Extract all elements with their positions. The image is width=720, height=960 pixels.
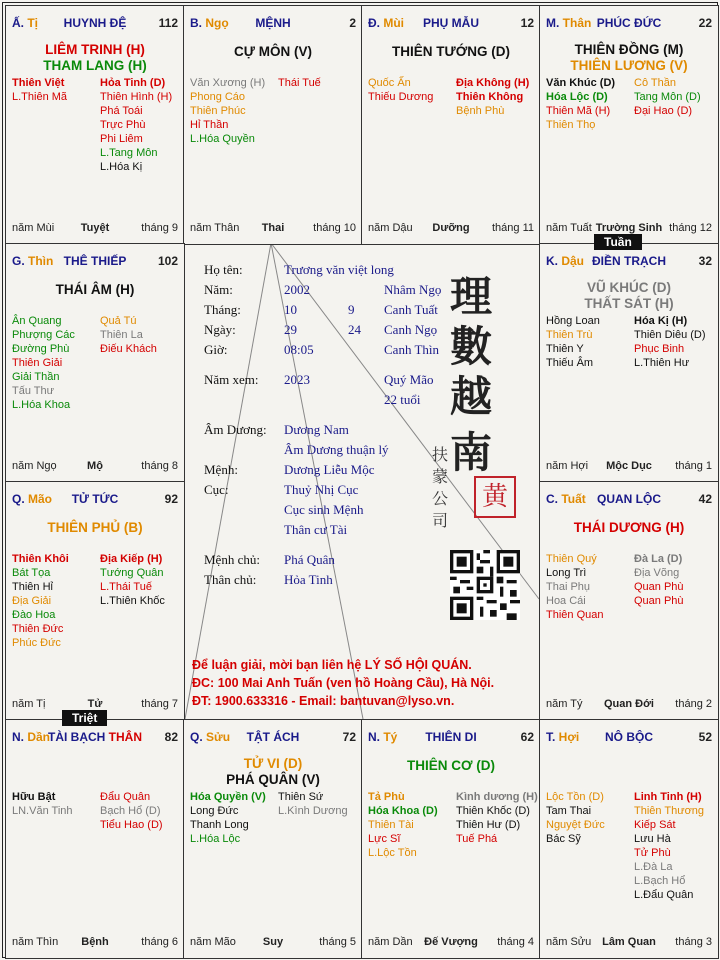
minor-star: L.Tang Môn — [100, 147, 158, 159]
calligraphy-char-4: 南 — [450, 428, 493, 477]
minor-star: Hóa Quyền (V) — [190, 791, 266, 803]
palace-month: tháng 2 — [675, 698, 712, 710]
palace-stage: Mộc Dục — [606, 460, 652, 472]
palace-position: N. Dần — [12, 730, 51, 744]
minor-star: L.Kình Dương — [278, 805, 348, 817]
minor-star: Thai Phụ — [546, 581, 591, 593]
palace-stage: Quan Đới — [604, 698, 654, 710]
palace-year: năm Dậu — [368, 222, 413, 234]
palace-header — [368, 16, 534, 32]
minor-star: Giải Thần — [12, 371, 60, 383]
palace-header — [546, 492, 712, 508]
minor-star: Hữu Bật — [12, 791, 56, 803]
palace-ngo[interactable] — [183, 5, 363, 245]
month-canchi: Canh Tuất — [384, 302, 438, 317]
minor-star: Thiên Giải — [12, 357, 63, 369]
minor-star: Tam Thai — [546, 805, 592, 817]
minor-star: Trực Phù — [100, 119, 146, 131]
calligraphy-small-2: 蒙 — [432, 467, 449, 486]
palace-year: năm Tý — [546, 698, 583, 710]
palace-month: tháng 12 — [669, 222, 712, 234]
palace-stage: Đế Vượng — [424, 936, 478, 948]
palace-footer — [546, 936, 712, 950]
minor-star: Long Trì — [546, 567, 587, 579]
minor-star: L.Đà La — [634, 861, 673, 873]
palace-footer — [190, 936, 356, 950]
main-star: THIÊN LƯƠNG (V) — [570, 58, 688, 73]
palace-footer — [546, 698, 712, 712]
hour-label: Giờ: — [204, 342, 228, 357]
minor-star: Phục Binh — [634, 343, 685, 355]
minor-star: Thiên Quan — [546, 609, 604, 621]
minor-star: Tử Phù — [634, 847, 671, 859]
day-lunar: 24 — [348, 322, 361, 337]
minor-star: Thiên Khốc (D) — [456, 805, 530, 817]
palace-position: Q. Sửu — [190, 730, 231, 744]
minor-star: Tiểu Hao (D) — [100, 819, 163, 831]
minor-star: Lộc Tồn (D) — [546, 791, 604, 803]
year-label: Năm: — [204, 282, 233, 297]
minor-star: Ân Quang — [12, 315, 62, 327]
palace-footer — [368, 936, 534, 950]
minor-star: Bát Tọa — [12, 567, 51, 579]
minor-star: Thiên Quý — [546, 553, 597, 565]
minor-star: Thiên Sứ — [278, 791, 324, 803]
palace-footer — [190, 222, 356, 236]
palace-year: năm Sửu — [546, 936, 592, 948]
palace-footer — [12, 936, 178, 950]
main-star: CỰ MÔN (V) — [234, 44, 312, 59]
minor-star: Hóa Kị (H) — [634, 315, 688, 327]
palace-stage: Tuyệt — [80, 222, 110, 234]
palace-stage: Tử — [87, 698, 103, 710]
amduong-value: Dương Nam — [284, 422, 349, 437]
cuc-relation: Cục sinh Mệnh — [284, 502, 364, 517]
minor-star: Quan Phù — [634, 581, 684, 593]
minor-star: L.Thiên Mã — [12, 91, 68, 103]
palace-name: NÔ BỘC — [605, 730, 653, 744]
menh-chu-value: Phá Quân — [284, 552, 335, 567]
name-value: Trương văn việt long — [284, 262, 394, 277]
minor-star: L.Hóa Quyền — [190, 133, 255, 145]
palace-number: 2 — [349, 16, 356, 30]
minor-star: Tả Phù — [368, 791, 405, 803]
hour-value: 08:05 — [284, 342, 314, 357]
minor-star: Quan Phù — [634, 595, 684, 607]
view-year-label: Năm xem: — [204, 372, 259, 387]
minor-star: Thiếu Âm — [546, 357, 594, 369]
cuc-value: Thuỷ Nhị Cục — [284, 482, 359, 497]
minor-star: Hóa Lộc (D) — [546, 91, 608, 103]
than-chu-label: Thân chủ: — [204, 572, 257, 587]
view-year-value: 2023 — [284, 372, 310, 387]
qr-code-icon[interactable] — [450, 550, 520, 620]
palace-position: Ấ. Tị — [12, 16, 39, 30]
main-star: PHÁ QUÂN (V) — [226, 772, 320, 787]
palace-name: ĐIỀN TRẠCH — [592, 254, 666, 268]
minor-star: Hoa Cái — [546, 595, 586, 607]
palace-header — [12, 254, 178, 270]
minor-star: Bác Sỹ — [546, 833, 581, 845]
palace-position: C. Tuất — [546, 492, 586, 506]
palace-month: tháng 3 — [675, 936, 712, 948]
palace-header — [368, 730, 534, 746]
calligraphy-char-2: 數 — [450, 322, 493, 371]
palace-header — [12, 492, 178, 508]
palace-month: tháng 7 — [141, 698, 178, 710]
palace-position: B. Ngọ — [190, 16, 229, 30]
palace-thin[interactable] — [5, 243, 185, 483]
palace-year: năm Mùi — [12, 222, 55, 234]
palace-year: năm Tị — [12, 698, 46, 710]
minor-star: Cô Thần — [634, 77, 676, 89]
month-value: 10 — [284, 302, 297, 317]
center-info-panel — [182, 242, 538, 718]
minor-star: Hỉ Thần — [190, 119, 229, 131]
contact-line-1: Để luận giải, mời bạn liên hệ LÝ SỐ HỘI QUÁN. — [192, 658, 472, 672]
than-chu-value: Hỏa Tinh — [284, 572, 333, 587]
minor-star: Bệnh Phù — [456, 105, 505, 117]
palace-number: 62 — [520, 730, 534, 744]
main-stars — [184, 44, 362, 60]
palace-dan[interactable] — [5, 719, 185, 959]
minor-star: Thiên Việt — [12, 77, 65, 89]
main-star: THIÊN PHỦ (B) — [47, 520, 143, 535]
palace-position: M. Thân — [546, 16, 592, 30]
palace-header — [546, 254, 712, 270]
minor-star: Nguyệt Đức — [546, 819, 605, 831]
minor-star: Kiếp Sát — [634, 819, 676, 831]
main-stars — [362, 44, 540, 60]
minor-star: Phi Liêm — [100, 133, 143, 145]
palace-number: 82 — [164, 730, 178, 744]
minor-star: L.Thiên Khốc — [100, 595, 165, 607]
palace-footer — [368, 222, 534, 236]
day-label: Ngày: — [204, 322, 236, 337]
amduong-label: Âm Dương: — [204, 422, 267, 437]
minor-star: Thiên Hình (H) — [100, 91, 173, 103]
minor-star: L.Hóa Kị — [100, 161, 143, 173]
palace-ty[interactable] — [5, 5, 185, 245]
minor-star: L.Thái Tuế — [100, 581, 152, 593]
minor-star: Thiếu Dương — [368, 91, 434, 103]
minor-star: Thái Tuế — [278, 77, 321, 89]
palace-month: tháng 10 — [313, 222, 356, 234]
minor-star: Văn Khúc (D) — [546, 77, 616, 89]
minor-star: Thiên Phúc — [190, 105, 246, 117]
minor-star: L.Lộc Tồn — [368, 847, 417, 859]
palace-number: 12 — [520, 16, 534, 30]
menh-label: Mệnh: — [204, 462, 238, 477]
minor-star: LN.Văn Tinh — [12, 805, 73, 817]
hour-canchi: Canh Thìn — [384, 342, 440, 357]
than-marker: THÂN — [108, 730, 142, 744]
palace-header — [12, 16, 178, 32]
main-star: THÁI ÂM (H) — [55, 282, 135, 297]
contact-address: ĐC: 100 Mai Anh Tuấn (ven hồ Hoàng Cầu), Hà Nội. — [192, 676, 495, 690]
calligraphy-char-1: 理 — [450, 272, 493, 321]
minor-star: Hóa Khoa (D) — [368, 805, 438, 817]
minor-star: Địa Không (H) — [456, 77, 530, 89]
minor-star: Văn Xương (H) — [190, 77, 266, 89]
minor-star: Tấu Thư — [12, 385, 55, 397]
main-star: THIÊN ĐỒNG (M) — [574, 42, 684, 57]
year-value: 2002 — [284, 282, 310, 297]
main-star: LIÊM TRINH (H) — [45, 42, 145, 57]
palace-position: K. Dậu — [546, 254, 585, 268]
main-stars — [184, 756, 362, 788]
palace-number: 22 — [698, 16, 712, 30]
palace-header — [546, 16, 712, 32]
palace-position: G. Thìn — [12, 254, 54, 268]
palace-year: năm Hợi — [546, 460, 589, 472]
palace-position: N. Tý — [368, 730, 398, 744]
palace-number: 92 — [164, 492, 178, 506]
day-value: 29 — [284, 322, 297, 337]
palace-than[interactable] — [539, 5, 719, 245]
palace-stage: Dưỡng — [432, 222, 470, 234]
minor-star: Thiên Hỉ — [12, 581, 53, 593]
main-stars — [6, 282, 184, 298]
minor-star: Hỏa Tinh (D) — [100, 77, 166, 89]
main-star: THIÊN CƠ (D) — [406, 758, 495, 773]
palace-stage: Thai — [261, 222, 285, 234]
palace-name: HUYNH ĐỆ — [63, 16, 127, 30]
palace-month: tháng 6 — [141, 936, 178, 948]
palace-year: năm Thân — [190, 222, 240, 234]
minor-star: Phúc Đức — [12, 637, 61, 649]
minor-star: L.Thiên Hư — [634, 357, 690, 369]
minor-star: Lưu Hà — [634, 833, 671, 845]
palace-name: TỬ TỨC — [71, 492, 119, 506]
palace-header — [190, 16, 356, 32]
menh-chu-label: Mệnh chủ: — [204, 552, 260, 567]
minor-star: Điếu Khách — [100, 343, 157, 355]
minor-star: L.Hóa Khoa — [12, 399, 71, 411]
palace-month: tháng 5 — [319, 936, 356, 948]
minor-star: Quả Tú — [100, 315, 137, 327]
palace-hoi[interactable] — [539, 719, 719, 959]
minor-star: Tuế Phá — [456, 833, 498, 845]
palace-name: PHÚC ĐỨC — [596, 16, 662, 30]
name-label: Họ tên: — [204, 262, 243, 277]
palace-stage: Bệnh — [81, 936, 109, 948]
amduong-note: Âm Dương thuận lý — [284, 442, 389, 457]
palace-position: T. Hợi — [546, 730, 580, 744]
minor-star: Địa Giải — [12, 595, 52, 607]
palace-stage: Mộ — [87, 460, 103, 472]
minor-star: Thiên Đức — [12, 623, 64, 635]
minor-star: Thiên Y — [546, 343, 584, 355]
minor-star: Long Đức — [190, 805, 239, 817]
main-stars — [540, 42, 718, 74]
minor-star: Địa Võng — [634, 567, 680, 579]
palace-stage: Suy — [262, 936, 284, 948]
palace-name: MỆNH — [255, 16, 291, 30]
day-canchi: Canh Ngọ — [384, 322, 438, 337]
palace-stage: Lâm Quan — [602, 936, 656, 948]
palace-month: tháng 8 — [141, 460, 178, 472]
palace-mao[interactable] — [5, 481, 185, 721]
calligraphy-small-4: 司 — [432, 511, 449, 530]
main-stars — [540, 280, 718, 312]
palace-year: năm Dần — [368, 936, 413, 948]
palace-name: QUAN LỘC — [597, 492, 661, 506]
palace-position: Q. Mão — [12, 492, 53, 506]
minor-star: Tang Môn (D) — [634, 91, 701, 103]
palace-footer — [12, 460, 178, 474]
month-label: Tháng: — [204, 302, 241, 317]
palace-footer — [546, 460, 712, 474]
main-stars — [540, 520, 718, 536]
palace-number: 72 — [342, 730, 356, 744]
minor-star: Thiên La — [100, 329, 143, 341]
contact-phone-email[interactable]: ĐT: 1900.633316 - Email: bantuvan@lyso.vn. — [192, 694, 455, 708]
main-star: TỬ VI (D) — [243, 756, 303, 771]
minor-star: Đào Hoa — [12, 609, 56, 621]
age-value: 22 tuổi — [384, 392, 421, 407]
cuc-label: Cục: — [204, 482, 229, 497]
calligraphy-small-3: 公 — [432, 489, 449, 508]
menh-value: Dương Liễu Mộc — [284, 462, 375, 477]
palace-month: tháng 9 — [141, 222, 178, 234]
main-star: THAM LANG (H) — [43, 58, 147, 73]
minor-star: Phá Toái — [100, 105, 143, 117]
palace-suu[interactable] — [183, 719, 363, 959]
palace-header — [190, 730, 356, 746]
minor-star: Đà La (D) — [634, 553, 683, 565]
palace-ti[interactable] — [361, 719, 541, 959]
palace-number: 102 — [157, 254, 178, 268]
minor-star: L.Đẩu Quân — [634, 889, 694, 901]
year-canchi: Nhâm Ngọ — [384, 282, 442, 297]
minor-star: Thiên Tài — [368, 819, 414, 831]
minor-star: Thiên Hư (D) — [456, 819, 521, 831]
calligraphy-small-1: 扶 — [432, 445, 449, 464]
main-stars — [6, 520, 184, 536]
view-year-canchi: Quý Mão — [384, 372, 434, 387]
main-star: THẤT SÁT (H) — [584, 296, 674, 311]
palace-name: PHỤ MẪU — [423, 16, 479, 30]
palace-header — [12, 730, 178, 746]
minor-star: Thiên Diêu (D) — [634, 329, 706, 341]
minor-star: Đẩu Quân — [100, 791, 151, 803]
minor-star: Phượng Các — [12, 329, 75, 341]
calligraphy-char-3: 越 — [450, 372, 493, 421]
red-seal-stamp: 黄 — [474, 476, 516, 518]
minor-star: Thiên Trù — [546, 329, 593, 341]
minor-star: L.Bạch Hổ — [634, 875, 686, 887]
minor-star: Thiên Thọ — [546, 119, 596, 131]
minor-star: Đại Hao (D) — [634, 105, 693, 117]
minor-star: Thiên Khôi — [12, 553, 69, 565]
palace-year: năm Ngọ — [12, 460, 57, 472]
palace-year: năm Mão — [190, 936, 236, 948]
minor-star: Thanh Long — [190, 819, 249, 831]
minor-star: L.Hóa Lộc — [190, 833, 241, 845]
palace-mui[interactable] — [361, 5, 541, 245]
palace-month: tháng 1 — [675, 460, 712, 472]
main-star: THIÊN TƯỚNG (D) — [392, 44, 510, 59]
minor-star: Quốc Ấn — [368, 77, 411, 89]
palace-name: THÊ THIẾP — [63, 254, 127, 268]
palace-stage: Trường Sinh — [595, 222, 663, 234]
main-stars — [6, 42, 184, 74]
triet-badge: Triệt — [62, 710, 107, 726]
than-position: Thân cư Tài — [284, 522, 348, 537]
palace-year: năm Tuất — [546, 222, 592, 234]
palace-header — [546, 730, 712, 746]
tuan-badge: Tuần — [594, 234, 642, 250]
minor-star: Phong Cáo — [190, 91, 246, 103]
palace-dau[interactable] — [539, 243, 719, 483]
minor-star: Thiên Thương — [634, 805, 705, 817]
palace-name: TẬT ÁCH — [246, 730, 300, 744]
palace-position: Đ. Mùi — [368, 16, 405, 30]
palace-number: 32 — [698, 254, 712, 268]
minor-star: Đường Phù — [12, 343, 70, 355]
minor-star: Thiên Mã (H) — [546, 105, 611, 117]
palace-number: 42 — [698, 492, 712, 506]
minor-star: Thiên Không — [456, 91, 524, 103]
palace-month: tháng 11 — [491, 222, 534, 234]
palace-name: TÀI BẠCH THÂN — [48, 730, 142, 744]
palace-number: 112 — [158, 16, 178, 30]
main-star: THÁI DƯƠNG (H) — [573, 520, 685, 535]
minor-star: Hồng Loan — [546, 315, 600, 327]
palace-number: 52 — [698, 730, 712, 744]
minor-star: Bạch Hổ (D) — [100, 805, 161, 817]
palace-month: tháng 4 — [497, 936, 534, 948]
palace-footer — [12, 222, 178, 236]
palace-year: năm Thìn — [12, 936, 59, 948]
minor-star: Địa Kiếp (H) — [100, 553, 163, 565]
main-star: VŨ KHÚC (D) — [587, 280, 671, 295]
palace-name: THIÊN DI — [425, 730, 477, 744]
minor-star: Kình dương (H) — [456, 791, 538, 803]
main-stars — [362, 758, 540, 774]
minor-star: Linh Tinh (H) — [634, 791, 702, 803]
minor-star: Lực Sĩ — [368, 833, 401, 845]
month-lunar: 9 — [348, 302, 355, 317]
palace-tuat[interactable] — [539, 481, 719, 721]
minor-star: Tướng Quân — [100, 567, 164, 579]
